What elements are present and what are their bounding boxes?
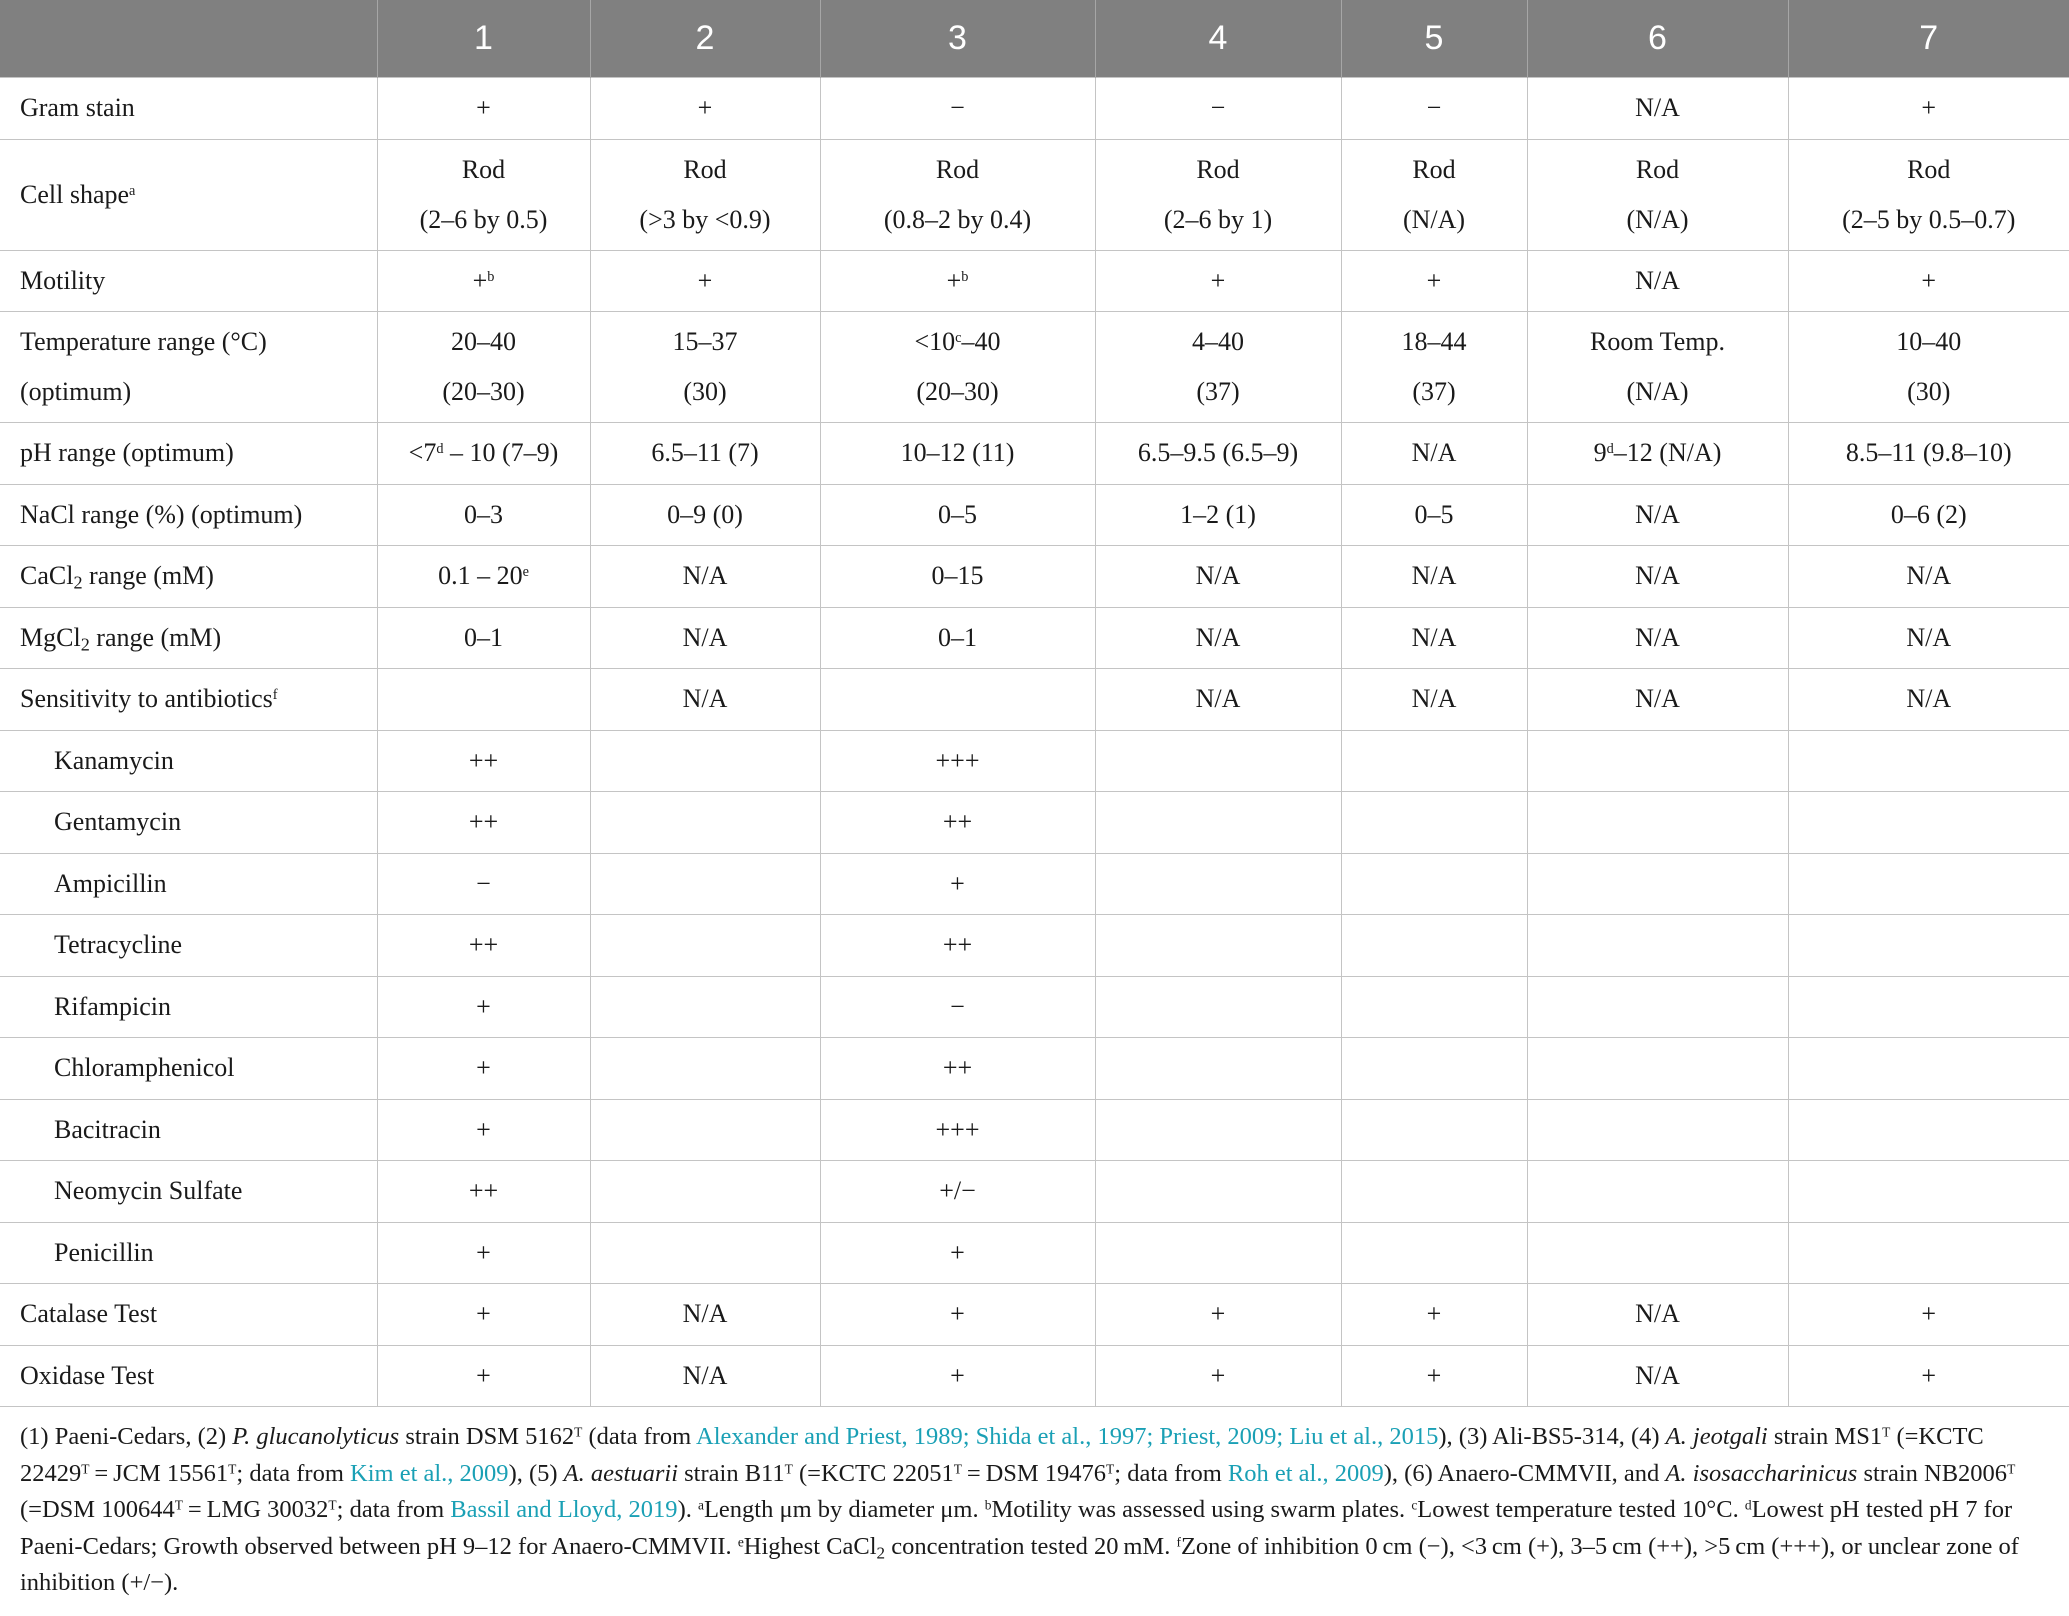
table-cell (1527, 915, 1788, 977)
row-label: Neomycin Sulfate (0, 1161, 377, 1223)
footnote-marker: f (1176, 1534, 1181, 1550)
table-cell: + (820, 1222, 1095, 1284)
row-label (0, 669, 377, 731)
table-cell: 0–5 (820, 484, 1095, 546)
note-text: Motility was assessed using swarm plates. (991, 1496, 1412, 1523)
table-cell (1095, 312, 1341, 423)
row-label (0, 607, 377, 669)
row-label: Chloramphenicol (0, 1038, 377, 1100)
cell-value: + (946, 265, 962, 295)
table-cell: + (377, 976, 590, 1038)
table-cell: N/A (1095, 546, 1341, 608)
table-cell: − (1341, 78, 1527, 140)
table-cell (1095, 1161, 1341, 1223)
table-cell: N/A (1527, 607, 1788, 669)
table-row-antibiotic (0, 976, 2069, 1038)
table-cell (1788, 1161, 2069, 1223)
header-cell-5: 5 (1341, 0, 1527, 78)
table-cell (820, 312, 1095, 423)
table-cell: N/A (1527, 484, 1788, 546)
table-cell: + (377, 1222, 590, 1284)
note-text: ), (5) (508, 1459, 564, 1487)
table-cell (1095, 853, 1341, 915)
table-cell: 0–15 (820, 546, 1095, 608)
table-cell (1788, 853, 2069, 915)
table-cell: 0–3 (377, 484, 590, 546)
table-cell (1527, 139, 1788, 250)
table-cell (377, 546, 590, 608)
citation-link[interactable]: Bassil and Lloyd, 2019 (450, 1496, 678, 1523)
table-cell (1095, 792, 1341, 854)
note-text: (=DSM 100644 (20, 1496, 175, 1523)
cell-value: 9 (1593, 438, 1607, 468)
type-strain-marker: T (784, 1461, 793, 1477)
label-text: Sensitivity to antibiotics (20, 684, 273, 714)
table-cell: ++ (820, 792, 1095, 854)
table-cell: 8.5–11 (9.8–10) (1788, 423, 2069, 485)
type-strain-marker: T (1106, 1461, 1115, 1477)
table-cell (1527, 1038, 1788, 1100)
cell-line: (37) (1412, 377, 1456, 406)
table-cell: − (377, 853, 590, 915)
table-cell (1341, 853, 1527, 915)
species-name: A. jeotgali (1665, 1423, 1768, 1450)
note-text: concentration tested 20 mM. (885, 1532, 1177, 1560)
table-cell: − (820, 976, 1095, 1038)
cell-value: – 10 (7–9) (443, 438, 559, 468)
label-line: Temperature range (°C) (20, 327, 267, 356)
table-row-antibiotic (0, 1222, 2069, 1284)
table-cell: N/A (1788, 546, 2069, 608)
cell-line: Rod (1907, 154, 1951, 184)
footnote-marker: b (984, 1497, 992, 1513)
table-cell (590, 915, 820, 977)
table-cell: N/A (1527, 1345, 1788, 1407)
table-cell (590, 139, 820, 250)
note-text: ; data from (336, 1496, 451, 1523)
cell-line: Room Temp. (1590, 327, 1725, 356)
type-strain-marker: T (1882, 1424, 1891, 1440)
table-cell: ++ (820, 915, 1095, 977)
cell-line: (N/A) (1626, 377, 1689, 406)
citation-link[interactable]: Alexander and Priest, 1989; Shida et al., 1997; Priest, 2009; Liu et al., 2015 (696, 1423, 1439, 1450)
row-label: NaCl range (%) (optimum) (0, 484, 377, 546)
table-cell (590, 792, 820, 854)
footnote-marker: f (272, 687, 278, 704)
footnote-marker: e (522, 564, 529, 581)
footnote-marker: a (129, 182, 136, 199)
header-cell-4: 4 (1095, 0, 1341, 78)
note-text: = DSM 19476 (961, 1459, 1107, 1487)
type-strain-marker: T (574, 1424, 583, 1440)
table-row-nacl (0, 484, 2069, 546)
table-cell: ++ (377, 915, 590, 977)
cell-line: 18–44 (1401, 327, 1467, 356)
row-label: Gentamycin (0, 792, 377, 854)
table-cell: 6.5–9.5 (6.5–9) (1095, 423, 1341, 485)
table-cell: N/A (590, 1345, 820, 1407)
cell-line: Rod (683, 154, 727, 184)
table-cell: 0–5 (1341, 484, 1527, 546)
label-text: range (mM) (89, 622, 222, 652)
footnote-marker: b (487, 268, 495, 285)
table-cell (1788, 1222, 2069, 1284)
table-row-sensitivity (0, 669, 2069, 731)
table-cell: ++ (377, 792, 590, 854)
type-strain-marker: T (81, 1461, 90, 1477)
cell-line: Rod (461, 154, 506, 184)
header-cell-2: 2 (590, 0, 820, 78)
table-cell: + (820, 853, 1095, 915)
table-cell (1527, 1222, 1788, 1284)
table-cell: 0–1 (377, 607, 590, 669)
table-cell: N/A (1527, 1284, 1788, 1346)
table-cell: + (377, 1284, 590, 1346)
row-label (0, 546, 377, 608)
table-cell: + (377, 1099, 590, 1161)
table-cell (590, 1038, 820, 1100)
table-cell: +/− (820, 1161, 1095, 1223)
table-cell: 6.5–11 (7) (590, 423, 820, 485)
table-cell (1341, 730, 1527, 792)
table-cell: N/A (1095, 669, 1341, 731)
cell-line: (>3 by <0.9) (639, 204, 771, 234)
table-cell: + (1788, 78, 2069, 140)
table-cell: N/A (590, 1284, 820, 1346)
table-cell (1788, 1099, 2069, 1161)
note-text: (data from (582, 1423, 696, 1450)
table-cell: 10–12 (11) (820, 423, 1095, 485)
citation-link[interactable]: Roh et al., 2009 (1227, 1459, 1384, 1487)
table-footnote (0, 1407, 2069, 1602)
row-label (0, 139, 377, 250)
table-cell (1788, 1038, 2069, 1100)
table-row-antibiotic (0, 853, 2069, 915)
cell-value: <10 (914, 327, 956, 356)
subscript: 2 (876, 1542, 886, 1562)
table-cell (1095, 1099, 1341, 1161)
table-row-antibiotic (0, 1161, 2069, 1223)
table-cell: + (377, 1345, 590, 1407)
footnote-marker: a (697, 1497, 704, 1513)
table-cell (1527, 312, 1788, 423)
type-strain-marker: T (328, 1497, 337, 1513)
footnote-marker: c (1411, 1497, 1418, 1513)
cell-line: (30) (1907, 377, 1951, 406)
type-strain-marker: T (228, 1461, 237, 1477)
row-label: Tetracycline (0, 915, 377, 977)
table-cell: N/A (1095, 607, 1341, 669)
footnote-marker: b (961, 268, 969, 285)
table-cell: + (1788, 1284, 2069, 1346)
cell-line: Rod (1635, 154, 1680, 184)
table-cell: ++ (377, 1161, 590, 1223)
table-cell: + (1095, 1284, 1341, 1346)
note-text: strain DSM 5162 (399, 1423, 575, 1450)
table-cell: +++ (820, 730, 1095, 792)
table-cell: + (377, 78, 590, 140)
table-row-antibiotic (0, 1038, 2069, 1100)
table-cell: N/A (590, 546, 820, 608)
cell-line: (2–6 by 1) (1163, 204, 1273, 234)
note-text: ). (677, 1496, 698, 1523)
table-cell: + (820, 1284, 1095, 1346)
table-cell: N/A (1341, 607, 1527, 669)
note-text: strain B11 (678, 1459, 785, 1487)
cell-line: (20–30) (916, 377, 999, 406)
table-cell (1341, 1161, 1527, 1223)
table-cell: N/A (1527, 546, 1788, 608)
table-row-oxidase (0, 1345, 2069, 1407)
table-cell: N/A (1341, 669, 1527, 731)
table-cell (1341, 976, 1527, 1038)
cell-value: <7 (408, 438, 437, 468)
table-cell: + (1788, 250, 2069, 312)
row-label (0, 312, 377, 423)
header-row (0, 0, 2069, 78)
table-cell (1788, 139, 2069, 250)
table-cell (1341, 312, 1527, 423)
cell-value: –12 (N/A) (1613, 438, 1722, 468)
label-text: Cell shape (20, 179, 130, 209)
table-cell: + (1341, 1284, 1527, 1346)
cell-line: Rod (1412, 154, 1456, 184)
table-cell: + (820, 1345, 1095, 1407)
row-label: pH range (optimum) (0, 423, 377, 485)
table-cell (820, 139, 1095, 250)
table-cell (1788, 976, 2069, 1038)
table-row-temperature (0, 312, 2069, 423)
header-cell-corner (0, 0, 377, 78)
table-cell: N/A (1788, 607, 2069, 669)
table-cell (590, 976, 820, 1038)
species-name: A. aestuarii (563, 1459, 679, 1487)
species-name: A. isosaccharinicus (1665, 1459, 1858, 1487)
cell-value: + (472, 265, 488, 295)
cell-value: 0.1 – 20 (438, 561, 523, 591)
header-cell-1: 1 (377, 0, 590, 78)
table-cell: − (820, 78, 1095, 140)
note-text: ; data from (1114, 1459, 1228, 1487)
table-cell: 0–1 (820, 607, 1095, 669)
note-text: Zone of inhibition 0 cm (−), <3 cm (+), 3–5 cm (++), >5 cm (+++), or unclear zone of inhibition (+/−). (20, 1532, 2019, 1596)
table-cell: + (590, 78, 820, 140)
header-cell-7: 7 (1788, 0, 2069, 78)
table-cell (1527, 423, 1788, 485)
table-cell: N/A (1527, 669, 1788, 731)
table-cell (1095, 139, 1341, 250)
table-cell: N/A (1527, 78, 1788, 140)
footnote-marker: e (737, 1534, 744, 1550)
table-cell: + (377, 1038, 590, 1100)
note-text: Highest CaCl (743, 1532, 877, 1560)
label-text: MgCl (20, 622, 81, 652)
row-label: Ampicillin (0, 853, 377, 915)
table-cell (1527, 853, 1788, 915)
row-label: Gram stain (0, 78, 377, 140)
table-cell: N/A (1341, 546, 1527, 608)
note-text: ; data from (236, 1459, 351, 1487)
footnote-marker: d (1744, 1497, 1752, 1513)
table-cell (590, 1222, 820, 1284)
table-cell (377, 250, 590, 312)
table-cell: + (1095, 1345, 1341, 1407)
table-cell (1527, 1099, 1788, 1161)
table-cell (1341, 139, 1527, 250)
table-row-cell-shape (0, 139, 2069, 250)
table-cell: + (1341, 1345, 1527, 1407)
table-cell (1341, 1038, 1527, 1100)
table-row-antibiotic (0, 915, 2069, 977)
note-text: Lowest pH tested pH 7 for Paeni-Cedars; Growth observed between pH 9–12 for Anaero-CMMVII. (20, 1496, 2013, 1560)
table-cell: 0–9 (0) (590, 484, 820, 546)
table-cell: + (1788, 1345, 2069, 1407)
table-cell: ++ (820, 1038, 1095, 1100)
note-text: (1) Paeni-Cedars, (2) (20, 1423, 233, 1450)
table-cell (377, 139, 590, 250)
table-cell (1095, 915, 1341, 977)
row-label: Motility (0, 250, 377, 312)
table-cell (1095, 976, 1341, 1038)
row-label: Oxidase Test (0, 1345, 377, 1407)
subscript: 2 (73, 572, 83, 593)
table-cell: N/A (1788, 669, 2069, 731)
citation-link[interactable]: Kim et al., 2009 (350, 1459, 509, 1487)
table-cell: ++ (377, 730, 590, 792)
note-text: = JCM 15561 (89, 1459, 229, 1487)
label-text: range (mM) (82, 561, 214, 591)
note-text: (=KCTC 22051 (792, 1459, 954, 1487)
table-cell (820, 250, 1095, 312)
table-cell (1788, 312, 2069, 423)
table-cell: 1–2 (1) (1095, 484, 1341, 546)
footnote-marker: d (1606, 441, 1614, 458)
table-cell (820, 669, 1095, 731)
row-label: Penicillin (0, 1222, 377, 1284)
type-strain-marker: T (2007, 1461, 2016, 1477)
table-cell: + (1341, 250, 1527, 312)
label-text: CaCl (20, 561, 74, 591)
row-label: Catalase Test (0, 1284, 377, 1346)
cell-line: (0.8–2 by 0.4) (883, 204, 1032, 234)
table-cell (1095, 1038, 1341, 1100)
cell-line: (2–5 by 0.5–0.7) (1842, 204, 2016, 234)
row-label: Bacitracin (0, 1099, 377, 1161)
cell-value: –40 (961, 327, 1001, 356)
table-cell (1788, 730, 2069, 792)
cell-line: 4–40 (1192, 327, 1244, 356)
cell-line: Rod (1196, 154, 1240, 184)
footnote-marker: d (436, 441, 444, 458)
cell-line: (30) (683, 377, 727, 406)
note-text: = LMG 30032 (182, 1496, 329, 1523)
note-text: ), (3) Ali-BS5-314, (4) (1438, 1423, 1666, 1450)
row-label: Rifampicin (0, 976, 377, 1038)
cell-line: 10–40 (1896, 327, 1962, 356)
type-strain-marker: T (174, 1497, 183, 1513)
table-cell: N/A (590, 669, 820, 731)
table-cell (1341, 1099, 1527, 1161)
subscript: 2 (80, 634, 90, 655)
cell-line: (2–6 by 0.5) (419, 204, 548, 234)
table-cell (1341, 915, 1527, 977)
table-cell (1095, 1222, 1341, 1284)
header-cell-6: 6 (1527, 0, 1788, 78)
type-strain-marker: T (953, 1461, 962, 1477)
table-row-cacl2 (0, 546, 2069, 608)
note-text: (=KCTC 22429 (20, 1423, 1984, 1487)
cell-line: (20–30) (442, 377, 525, 406)
table-cell (1527, 730, 1788, 792)
table-cell: − (1095, 78, 1341, 140)
species-name: P. glucanolyticus (232, 1423, 400, 1450)
table-cell (590, 312, 820, 423)
cell-line: (N/A) (1402, 204, 1466, 234)
table-cell (377, 312, 590, 423)
table-cell (1341, 792, 1527, 854)
note-text: Length μm by diameter μm. (703, 1496, 985, 1523)
cell-line: Rod (935, 154, 980, 184)
table-cell: 0–6 (2) (1788, 484, 2069, 546)
table-cell (590, 730, 820, 792)
table-cell: +++ (820, 1099, 1095, 1161)
table-cell (377, 423, 590, 485)
table-cell (1788, 792, 2069, 854)
table-cell: + (1095, 250, 1341, 312)
table-cell: N/A (1527, 250, 1788, 312)
table-cell (1095, 730, 1341, 792)
table-cell (1341, 1222, 1527, 1284)
table-row-antibiotic (0, 1099, 2069, 1161)
cell-line: (N/A) (1626, 204, 1689, 234)
table-cell: + (590, 250, 820, 312)
table-row-ph (0, 423, 2069, 485)
footnote-marker: c (955, 330, 962, 347)
note-text: strain NB2006 (1857, 1459, 2008, 1487)
table-cell (1527, 1161, 1788, 1223)
table-cell (590, 1161, 820, 1223)
header-cell-3: 3 (820, 0, 1095, 78)
table-row-catalase (0, 1284, 2069, 1346)
cell-line: 20–40 (451, 327, 516, 356)
table-row-gram-stain (0, 78, 2069, 140)
row-label: Kanamycin (0, 730, 377, 792)
cell-line (829, 317, 1087, 367)
table-cell (590, 853, 820, 915)
note-text: strain MS1 (1767, 1423, 1883, 1450)
cell-line: (37) (1196, 377, 1240, 406)
table-cell (377, 669, 590, 731)
table-row-motility (0, 250, 2069, 312)
table-cell (590, 1099, 820, 1161)
note-text: Lowest temperature tested 10°C. (1417, 1496, 1745, 1523)
cell-line: 15–37 (672, 327, 738, 356)
label-line: (optimum) (20, 377, 132, 406)
note-text: ), (6) Anaero-CMMVII, and (1383, 1459, 1666, 1487)
table-cell (1788, 915, 2069, 977)
table-cell (1527, 976, 1788, 1038)
table-row-antibiotic (0, 792, 2069, 854)
table-row-mgcl2 (0, 607, 2069, 669)
table-cell: N/A (590, 607, 820, 669)
table-cell: N/A (1341, 423, 1527, 485)
table-row-antibiotic (0, 730, 2069, 792)
table-cell (1527, 792, 1788, 854)
